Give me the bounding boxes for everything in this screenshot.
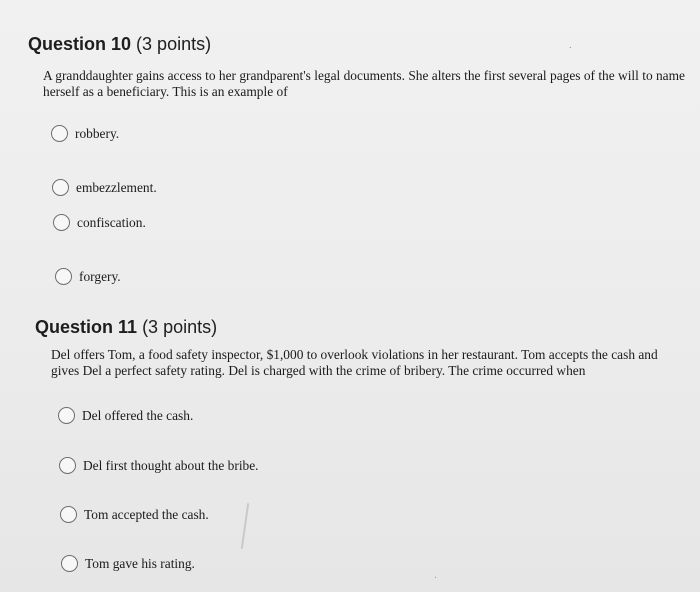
stray-mark: · <box>434 573 438 584</box>
question-10-option-2[interactable] <box>52 179 157 196</box>
radio-button[interactable] <box>55 268 72 285</box>
question-11-option-4[interactable] <box>61 555 195 572</box>
question-11-option-3[interactable] <box>60 506 209 523</box>
option-label: Tom gave his rating. <box>85 555 195 571</box>
radio-button[interactable] <box>52 179 69 196</box>
question-11-text: Del offers Tom, a food safety inspector, $1,000 to overlook violations in her restaurant. Tom accepts the cash and gives Del a perfect safety rating. Del is charged with the crime of bribery. The crime occurred when <box>51 347 658 378</box>
question-10-option-4[interactable] <box>55 268 121 285</box>
radio-button[interactable] <box>59 457 76 474</box>
radio-button[interactable] <box>58 407 75 424</box>
question-11-option-1[interactable] <box>58 407 193 424</box>
question-number: Question 10 <box>28 34 132 54</box>
question-points: (3 points) <box>142 317 218 337</box>
question-number: Question 11 <box>35 317 138 337</box>
radio-button[interactable] <box>60 506 77 523</box>
stray-pencil-mark <box>241 503 249 549</box>
question-10-option-3[interactable] <box>53 214 146 231</box>
stray-mark: ⸱ <box>569 43 572 54</box>
radio-button[interactable] <box>51 125 68 142</box>
question-10-option-1[interactable] <box>51 125 119 142</box>
option-label: robbery. <box>75 125 120 141</box>
question-10-title <box>28 34 211 55</box>
radio-button[interactable] <box>53 214 70 231</box>
option-label: embezzlement. <box>76 179 157 195</box>
option-label: forgery. <box>79 268 121 284</box>
question-11-title <box>35 317 217 338</box>
option-label: Del offered the cash. <box>82 407 194 423</box>
question-10-text: A granddaughter gains access to her grandparent's legal documents. She alters the first several pages of the will to name herself as a beneficiary. This is an example of <box>43 68 685 99</box>
question-11-option-2[interactable] <box>59 457 259 474</box>
option-label: confiscation. <box>77 214 146 230</box>
option-label: Del first thought about the bribe. <box>83 457 259 473</box>
radio-button[interactable] <box>61 555 78 572</box>
option-label: Tom accepted the cash. <box>84 506 209 522</box>
question-points: (3 points) <box>136 34 212 54</box>
